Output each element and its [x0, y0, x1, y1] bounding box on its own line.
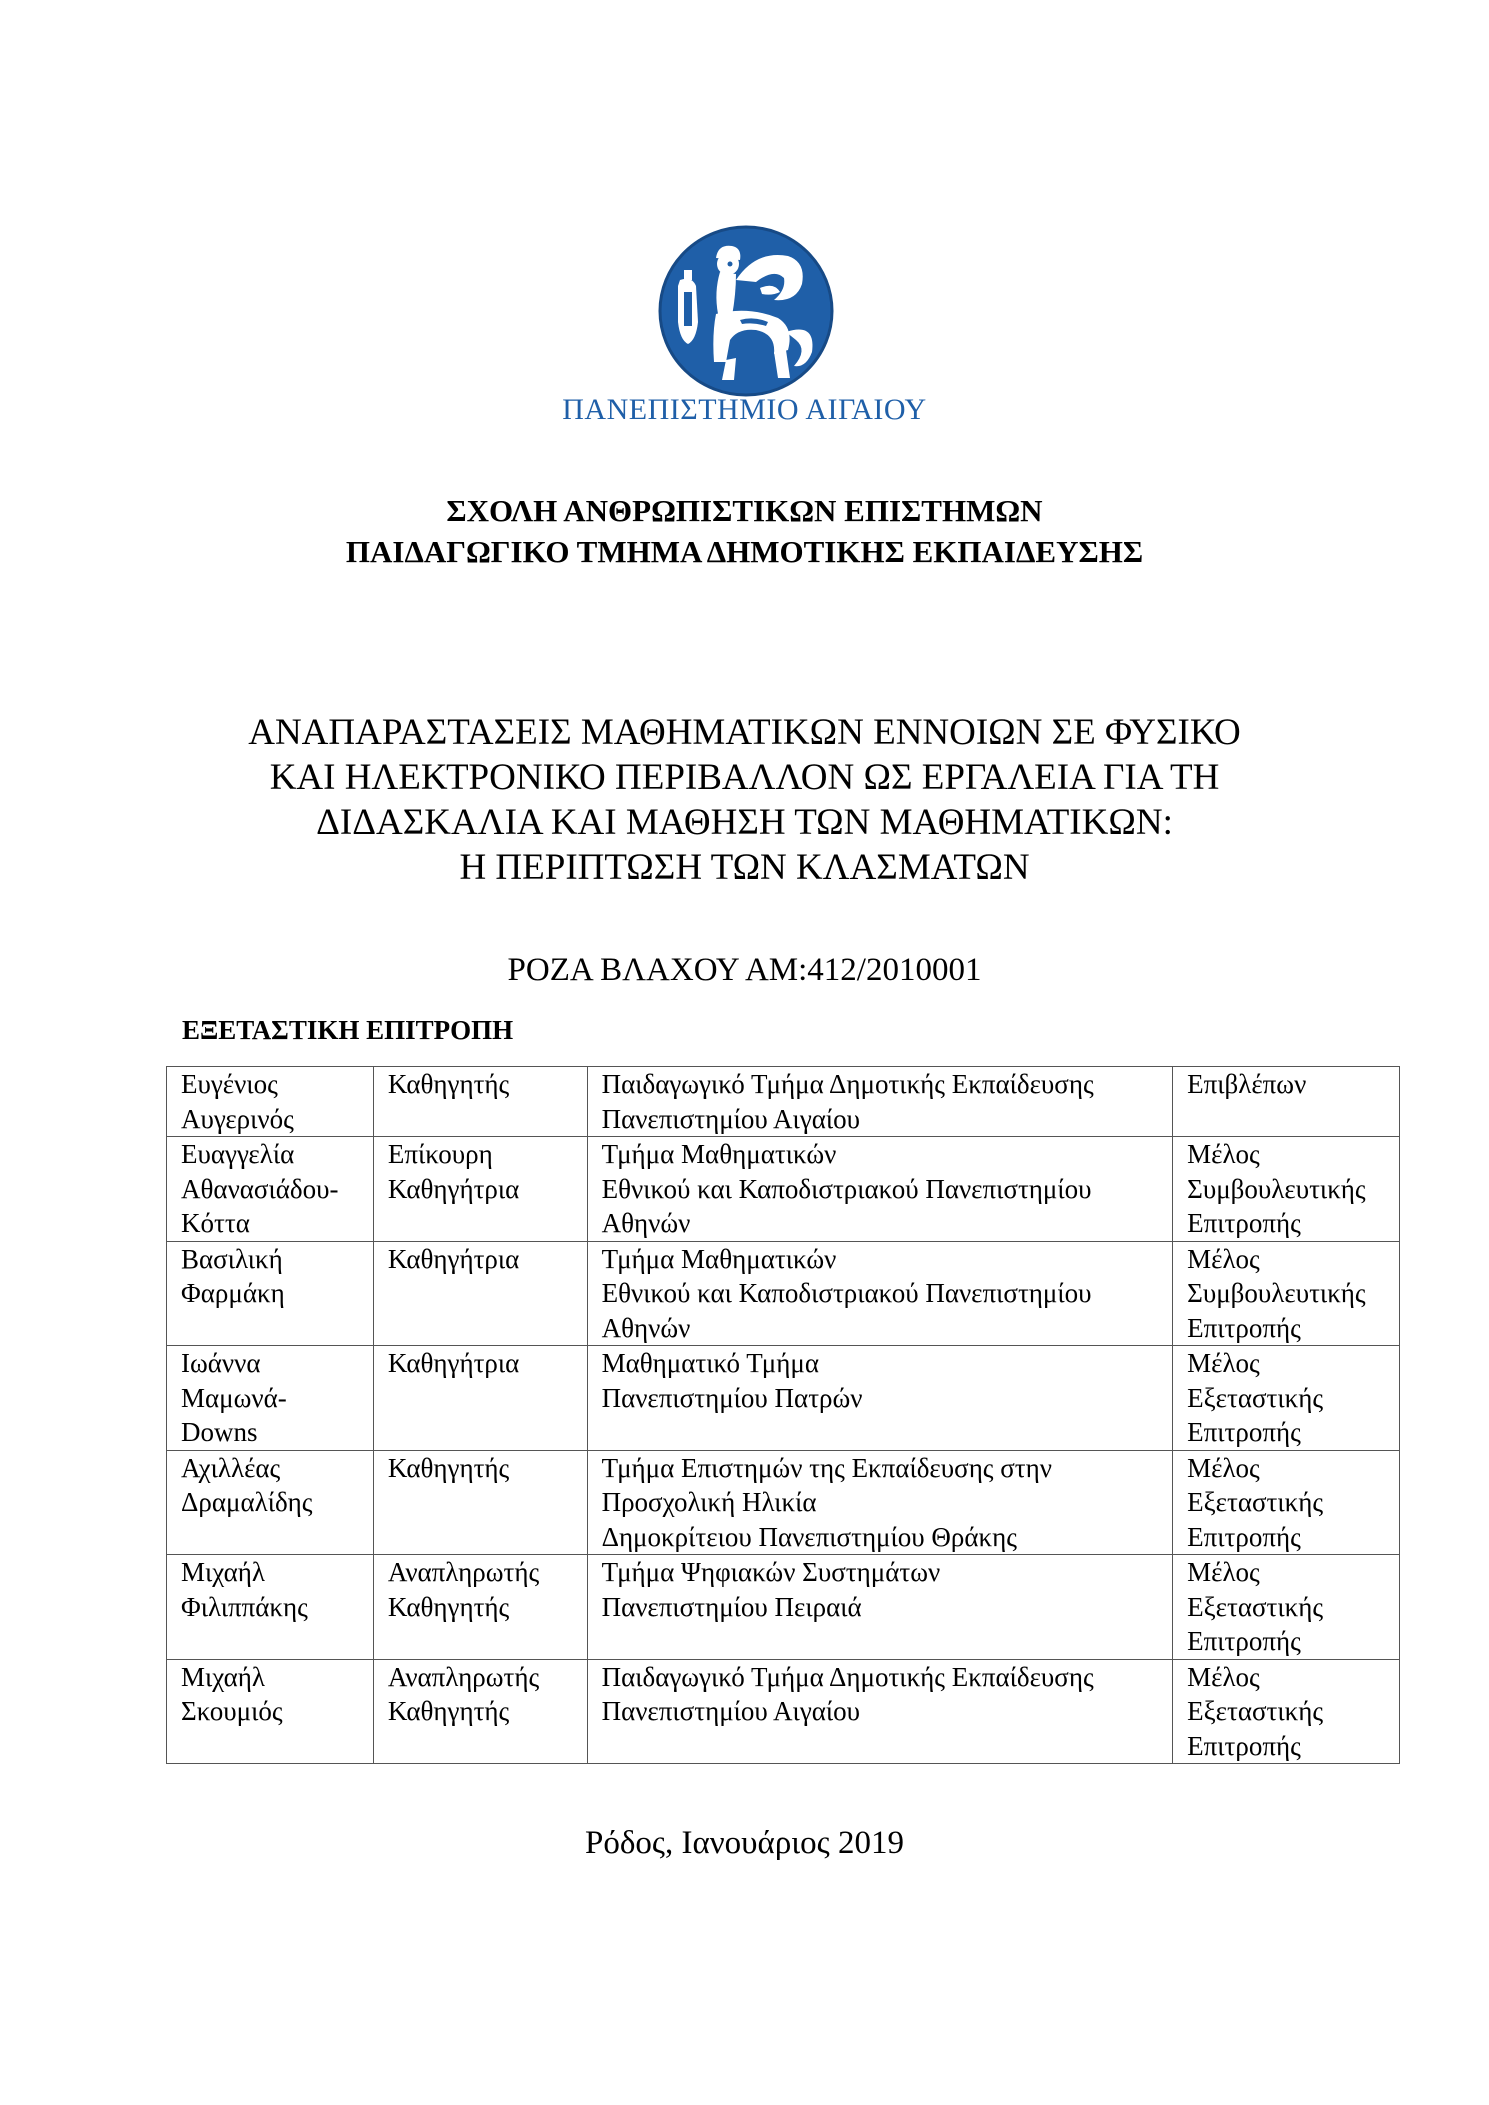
- table-row: [167, 1450, 1400, 1555]
- member-affiliation-cell: [587, 1450, 1173, 1555]
- table-row: [167, 1241, 1400, 1346]
- cell-text-line: Φιλιππάκης: [181, 1591, 308, 1622]
- cell-text-line: Downs: [181, 1417, 258, 1447]
- cell-text-line: Εξεταστικής: [1187, 1696, 1324, 1726]
- member-affiliation-cell: [587, 1067, 1173, 1137]
- member-role-cell: [1173, 1659, 1400, 1764]
- cell-text-line: Επιτροπής: [1187, 1208, 1301, 1238]
- cell-text-line: Πανεπιστημίου Αιγαίου: [601, 1696, 861, 1726]
- cell-text-line: Μέλος: [1187, 1452, 1260, 1483]
- member-rank-cell: [373, 1555, 587, 1660]
- cell-text-line: Μέλος: [1187, 1139, 1260, 1169]
- cell-text-line: Συμβουλευτικής: [1187, 1278, 1366, 1308]
- member-name-cell: [167, 1659, 374, 1764]
- member-affiliation-cell: [587, 1555, 1173, 1660]
- cell-text-line: Αθηνών: [601, 1208, 691, 1238]
- member-name-cell: [167, 1067, 374, 1137]
- member-rank-cell: [373, 1659, 587, 1764]
- cell-text-line: Κόττα: [181, 1208, 250, 1238]
- cell-text-line: Αυγερινός: [181, 1103, 294, 1134]
- cell-text-line: Αθηνών: [601, 1312, 691, 1343]
- member-affiliation-cell: [587, 1346, 1173, 1451]
- school-line: ΣΧΟΛΗ ΑΝΘΡΩΠΙΣΤΙΚΩΝ ΕΠΙΣΤΗΜΩΝ: [446, 493, 1043, 528]
- cell-text-line: Μαθηματικό Τμήμα: [601, 1348, 820, 1378]
- cell-text-line: Παιδαγωγικό Τμήμα Δημοτικής Εκπαίδευσης: [601, 1069, 1094, 1099]
- university-of-aegean-seal-icon: [656, 222, 836, 400]
- cell-text-line: Καθηγητής: [387, 1452, 510, 1483]
- member-role-cell: [1173, 1067, 1400, 1137]
- cell-text-line: Εθνικού και Καποδιστριακού Πανεπιστημίου: [601, 1278, 1092, 1308]
- author-line: ΡΟΖΑ ΒΛΑΧΟΥ ΑΜ:412/2010001: [507, 952, 982, 988]
- cell-text-line: Ευγένιος: [181, 1069, 278, 1099]
- cell-text-line: Τμήμα Μαθηματικών: [601, 1243, 837, 1274]
- table-row: [167, 1555, 1400, 1660]
- member-rank-cell: [373, 1241, 587, 1346]
- cell-text-line: Επιτροπής: [1187, 1417, 1301, 1447]
- member-role-cell: [1173, 1137, 1400, 1242]
- member-name-cell: [167, 1450, 374, 1555]
- cell-text-line: Εξεταστικής: [1187, 1487, 1324, 1517]
- cell-text-line: Καθηγήτρια: [387, 1243, 520, 1274]
- member-affiliation-cell: [587, 1137, 1173, 1242]
- cell-text-line: Ιωάννα: [181, 1348, 261, 1378]
- department-line: ΠΑΙΔΑΓΩΓΙΚΟ ΤΜΗΜΑ ΔΗΜΟΤΙΚΗΣ ΕΚΠΑΙΔΕΥΣΗΣ: [345, 534, 1144, 569]
- cell-text-line: Μέλος: [1187, 1661, 1260, 1692]
- cell-text-line: Τμήμα Επιστημών της Εκπαίδευσης στην: [601, 1452, 1052, 1483]
- cell-text-line: Καθηγήτρια: [387, 1348, 520, 1378]
- member-name-cell: [167, 1346, 374, 1451]
- cell-text-line: Καθηγήτρια: [387, 1173, 520, 1204]
- member-rank-cell: [373, 1346, 587, 1451]
- cell-text-line: Επίκουρη: [387, 1139, 493, 1169]
- cell-text-line: Μιχαήλ: [181, 1557, 266, 1587]
- member-affiliation-cell: [587, 1241, 1173, 1346]
- cell-text-line: Μέλος: [1187, 1243, 1260, 1274]
- member-role-cell: [1173, 1555, 1400, 1660]
- cell-text-line: Αχιλλέας: [181, 1452, 281, 1483]
- table-row: [167, 1659, 1400, 1764]
- member-rank-cell: [373, 1067, 587, 1137]
- cell-text-line: Επιβλέπων: [1187, 1069, 1307, 1099]
- cell-text-line: Πανεπιστημίου Πειραιά: [601, 1591, 862, 1622]
- committee-table: [166, 1066, 1400, 1764]
- cell-text-line: Συμβουλευτικής: [1187, 1173, 1366, 1204]
- cell-text-line: Μιχαήλ: [181, 1661, 266, 1692]
- thesis-title-line: ΑΝΑΠΑΡΑΣΤΑΣΕΙΣ ΜΑΘΗΜΑΤΙΚΩΝ ΕΝΝΟΙΩΝ ΣΕ ΦΥΣΙΚΟ: [248, 712, 1241, 753]
- cell-text-line: Εξεταστικής: [1187, 1591, 1324, 1622]
- thesis-title-line: ΚΑΙ ΗΛΕΚΤΡΟΝΙΚΟ ΠΕΡΙΒΑΛΛΟΝ ΩΣ ΕΡΓΑΛΕΙΑ ΓΙΑ ΤΗ: [269, 757, 1220, 798]
- table-row: [167, 1346, 1400, 1451]
- thesis-title: [0, 710, 1489, 890]
- member-name-cell: [167, 1137, 374, 1242]
- cell-text-line: Μαμωνά-: [181, 1382, 287, 1413]
- member-role-cell: [1173, 1241, 1400, 1346]
- cell-text-line: Αθανασιάδου-: [181, 1173, 339, 1204]
- member-name-cell: [167, 1555, 374, 1660]
- cell-text-line: Σκουμιός: [181, 1696, 283, 1726]
- cell-text-line: Δραμαλίδης: [181, 1487, 313, 1517]
- cell-text-line: Εθνικού και Καποδιστριακού Πανεπιστημίου: [601, 1173, 1092, 1204]
- cell-text-line: Εξεταστικής: [1187, 1382, 1324, 1413]
- cell-text-line: Παιδαγωγικό Τμήμα Δημοτικής Εκπαίδευσης: [601, 1661, 1094, 1692]
- committee-table-body: [167, 1067, 1400, 1764]
- cell-text-line: Μέλος: [1187, 1348, 1260, 1378]
- member-role-cell: [1173, 1346, 1400, 1451]
- university-name: ΠΑΝΕΠΙΣΤΗΜΙΟ ΑΙΓΑΙΟΥ: [562, 393, 927, 426]
- cell-text-line: Επιτροπής: [1187, 1730, 1301, 1761]
- cell-text-line: Ευαγγελία: [181, 1139, 295, 1169]
- member-role-cell: [1173, 1450, 1400, 1555]
- place-date: Ρόδος, Ιανουάριος 2019: [585, 1825, 904, 1861]
- table-row: [167, 1137, 1400, 1242]
- thesis-title-line: ΔΙΔΑΣΚΑΛΙΑ ΚΑΙ ΜΑΘΗΣΗ ΤΩΝ ΜΑΘΗΜΑΤΙΚΩΝ:: [316, 802, 1173, 843]
- member-rank-cell: [373, 1450, 587, 1555]
- cell-text-line: Βασιλική: [181, 1243, 283, 1274]
- cell-text-line: Επιτροπής: [1187, 1312, 1301, 1343]
- cell-text-line: Πανεπιστημίου Πατρών: [601, 1382, 863, 1413]
- cell-text-line: Αναπληρωτής: [387, 1661, 540, 1692]
- cell-text-line: Επιτροπής: [1187, 1521, 1301, 1552]
- cell-text-line: Φαρμάκη: [181, 1278, 285, 1308]
- member-name-cell: [167, 1241, 374, 1346]
- cell-text-line: Καθηγητής: [387, 1069, 510, 1099]
- cell-text-line: Καθηγητής: [387, 1696, 510, 1726]
- cell-text-line: Αναπληρωτής: [387, 1557, 540, 1587]
- member-rank-cell: [373, 1137, 587, 1242]
- member-affiliation-cell: [587, 1659, 1173, 1764]
- cell-text-line: Δημοκρίτειου Πανεπιστημίου Θράκης: [601, 1521, 1017, 1552]
- cell-text-line: Καθηγητής: [387, 1591, 510, 1622]
- cell-text-line: Προσχολική Ηλικία: [601, 1487, 817, 1517]
- table-row: [167, 1067, 1400, 1137]
- cell-text-line: Επιτροπής: [1187, 1626, 1301, 1656]
- committee-heading: ΕΞΕΤΑΣΤΙΚΗ ΕΠΙΤΡΟΠΗ: [182, 1015, 514, 1045]
- school-heading: [0, 490, 1489, 572]
- cell-text-line: Μέλος: [1187, 1557, 1260, 1587]
- thesis-title-line: Η ΠΕΡΙΠΤΩΣΗ ΤΩΝ ΚΛΑΣΜΑΤΩΝ: [459, 847, 1030, 888]
- cell-text-line: Πανεπιστημίου Αιγαίου: [601, 1103, 861, 1134]
- cell-text-line: Τμήμα Μαθηματικών: [601, 1139, 837, 1169]
- cell-text-line: Τμήμα Ψηφιακών Συστημάτων: [601, 1557, 941, 1587]
